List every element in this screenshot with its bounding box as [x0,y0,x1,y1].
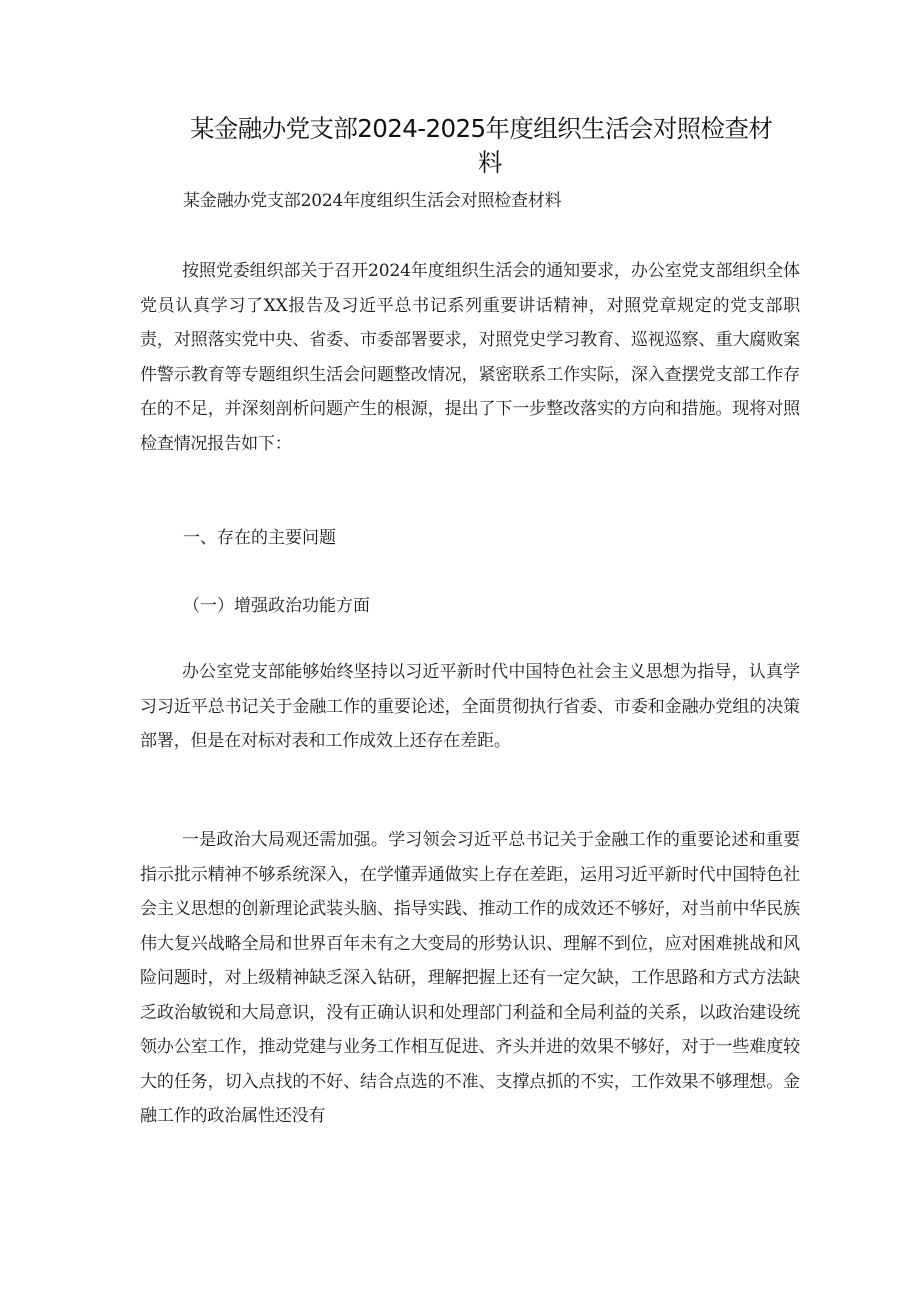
intro-paragraph: 按照党委组织部关于召开2024年度组织生活会的通知要求，办公室党支部组织全体党员认真学习了XX报告及习近平总书记系列重要讲话精神，对照党章规定的党支部职责，对照落实党中央、省委、市委部署要求，对照党史学习教育、巡视巡察、重大腐败案件警示教育等专题组织生活会问题整改情况，紧密联系工作实际，深入查摆党支部工作存在的不足，并深刻剖析问题产生的根源，提出了下一步整改落实的方向和措施。现将对照检查情况报告如下： [140,261,800,454]
point-one-paragraph: 一是政治大局观还需加强。学习领会习近平总书记关于金融工作的重要论述和重要指示批示精神不够系统深入，在学懂弄通做实上存在差距，运用习近平新时代中国特色社会主义思想的创新理论武装头脑、指导实践、推动工作的成效还不够好，对当前中华民族伟大复兴战略全局和世界百年未有之大变局的形势认识、理解不到位，应对困难挑战和风险问题时，对上级精神缺乏深入钻研，理解把握上还有一定欠缺，工作思路和方式方法缺乏政治敏锐和大局意识，没有正确认识和处理部门利益和全局利益的关系，以政治建设统领办公室工作，推动党建与业务工作相互促进、齐头并进的效果不够好，对于一些难度较大的任务，切入点找的不好、结合点选的不准、支撑点抓的不实，工作效果不够理想。金融工作的政治属性还没有 [140,830,800,1126]
title-line-1: 某金融办党支部2024-2025年度组织生活会对照检查材 [190,114,773,143]
document-title [190,112,800,180]
title-line-2: 料 [478,148,502,177]
political-function-paragraph: 办公室党支部能够始终坚持以习近平新时代中国特色社会主义思想为指导，认真学习习近平总书记关于金融工作的重要论述，全面贯彻执行省委、市委和金融办党组的决策部署，但是在对标对表和工作成效上还存在差距。 [140,662,800,751]
section-heading: 一、存在的主要问题 [183,528,336,548]
subsection-heading: （一）增强政治功能方面 [183,596,370,616]
document-subtitle: 某金融办党支部2024年度组织生活会对照检查材料 [183,191,562,211]
